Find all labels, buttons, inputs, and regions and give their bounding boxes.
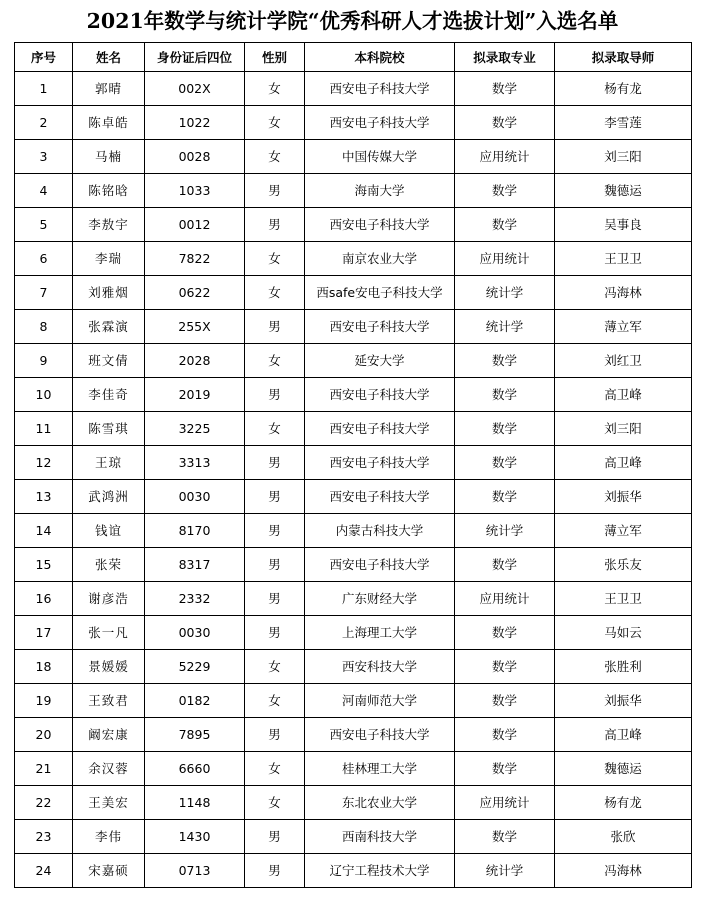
table-row	[15, 548, 692, 582]
cell-tutor: 刘红卫	[555, 344, 692, 378]
table-row	[15, 174, 692, 208]
cell-index: 13	[15, 480, 73, 514]
cell-index: 14	[15, 514, 73, 548]
cell-major: 数学	[455, 616, 555, 650]
cell-tutor: 薄立军	[555, 514, 692, 548]
cell-index: 12	[15, 446, 73, 480]
cell-name: 郭晴	[73, 72, 145, 106]
cell-tutor: 吴事良	[555, 208, 692, 242]
cell-school: 西安电子科技大学	[305, 718, 455, 752]
table-row	[15, 446, 692, 480]
cell-school: 桂林理工大学	[305, 752, 455, 786]
cell-id: 2019	[145, 378, 245, 412]
cell-tutor: 魏德运	[555, 752, 692, 786]
table-row	[15, 378, 692, 412]
table-row	[15, 514, 692, 548]
table-row	[15, 242, 692, 276]
cell-name: 陈铭晗	[73, 174, 145, 208]
cell-major: 应用统计	[455, 582, 555, 616]
cell-name: 刘雅烟	[73, 276, 145, 310]
cell-tutor: 杨有龙	[555, 72, 692, 106]
table-row	[15, 412, 692, 446]
cell-id: 6660	[145, 752, 245, 786]
cell-index: 1	[15, 72, 73, 106]
cell-sex: 男	[245, 174, 305, 208]
cell-sex: 女	[245, 412, 305, 446]
cell-sex: 男	[245, 378, 305, 412]
column-header-tutor: 拟录取导师	[555, 43, 692, 72]
cell-sex: 女	[245, 786, 305, 820]
column-header-sex: 性别	[245, 43, 305, 72]
cell-sex: 男	[245, 820, 305, 854]
cell-id: 0028	[145, 140, 245, 174]
cell-school: 延安大学	[305, 344, 455, 378]
table-row	[15, 480, 692, 514]
cell-sex: 男	[245, 514, 305, 548]
cell-sex: 男	[245, 582, 305, 616]
cell-major: 数学	[455, 650, 555, 684]
column-header-name: 姓名	[73, 43, 145, 72]
cell-school: 西安电子科技大学	[305, 548, 455, 582]
cell-tutor: 高卫峰	[555, 718, 692, 752]
table-row	[15, 140, 692, 174]
cell-sex: 女	[245, 344, 305, 378]
cell-sex: 男	[245, 854, 305, 888]
cell-name: 李佳奇	[73, 378, 145, 412]
cell-index: 24	[15, 854, 73, 888]
cell-tutor: 魏德运	[555, 174, 692, 208]
cell-major: 数学	[455, 752, 555, 786]
cell-school: 广东财经大学	[305, 582, 455, 616]
cell-school: 西安电子科技大学	[305, 378, 455, 412]
cell-index: 21	[15, 752, 73, 786]
cell-index: 7	[15, 276, 73, 310]
cell-tutor: 高卫峰	[555, 446, 692, 480]
cell-tutor: 张乐友	[555, 548, 692, 582]
cell-major: 数学	[455, 684, 555, 718]
table-row	[15, 72, 692, 106]
cell-id: 2028	[145, 344, 245, 378]
cell-index: 20	[15, 718, 73, 752]
cell-tutor: 杨有龙	[555, 786, 692, 820]
cell-id: 0182	[145, 684, 245, 718]
table-row	[15, 820, 692, 854]
cell-id: 2332	[145, 582, 245, 616]
cell-id: 0030	[145, 480, 245, 514]
cell-id: 0622	[145, 276, 245, 310]
cell-name: 王美宏	[73, 786, 145, 820]
cell-index: 18	[15, 650, 73, 684]
cell-school: 西安电子科技大学	[305, 480, 455, 514]
cell-school: 西安科技大学	[305, 650, 455, 684]
cell-school: 西安电子科技大学	[305, 412, 455, 446]
cell-major: 统计学	[455, 854, 555, 888]
cell-name: 班文倩	[73, 344, 145, 378]
column-header-major: 拟录取专业	[455, 43, 555, 72]
cell-id: 3313	[145, 446, 245, 480]
cell-tutor: 薄立军	[555, 310, 692, 344]
cell-major: 数学	[455, 412, 555, 446]
cell-name: 张荣	[73, 548, 145, 582]
cell-tutor: 刘三阳	[555, 412, 692, 446]
cell-index: 19	[15, 684, 73, 718]
cell-major: 数学	[455, 174, 555, 208]
cell-tutor: 李雪莲	[555, 106, 692, 140]
cell-id: 002X	[145, 72, 245, 106]
cell-tutor: 张欣	[555, 820, 692, 854]
table-body	[15, 72, 692, 888]
cell-tutor: 冯海林	[555, 276, 692, 310]
cell-tutor: 张胜利	[555, 650, 692, 684]
cell-major: 统计学	[455, 276, 555, 310]
cell-sex: 女	[245, 140, 305, 174]
cell-sex: 男	[245, 548, 305, 582]
table-row	[15, 616, 692, 650]
table-header-row	[15, 43, 692, 72]
cell-major: 数学	[455, 378, 555, 412]
cell-major: 数学	[455, 72, 555, 106]
cell-index: 16	[15, 582, 73, 616]
table-row	[15, 854, 692, 888]
cell-name: 宋嘉硕	[73, 854, 145, 888]
cell-tutor: 冯海林	[555, 854, 692, 888]
table-row	[15, 718, 692, 752]
cell-school: 西safe安电子科技大学	[305, 276, 455, 310]
cell-id: 1022	[145, 106, 245, 140]
cell-index: 8	[15, 310, 73, 344]
cell-tutor: 王卫卫	[555, 242, 692, 276]
cell-sex: 男	[245, 310, 305, 344]
cell-school: 西安电子科技大学	[305, 446, 455, 480]
cell-id: 1148	[145, 786, 245, 820]
cell-name: 余汉蓉	[73, 752, 145, 786]
cell-index: 3	[15, 140, 73, 174]
cell-name: 阚宏康	[73, 718, 145, 752]
page-title: 2021年数学与统计学院“优秀科研人才选拔计划”入选名单	[86, 9, 619, 33]
cell-name: 张一凡	[73, 616, 145, 650]
cell-major: 数学	[455, 106, 555, 140]
cell-id: 1033	[145, 174, 245, 208]
cell-major: 统计学	[455, 310, 555, 344]
cell-name: 武鸿洲	[73, 480, 145, 514]
cell-index: 2	[15, 106, 73, 140]
cell-name: 李伟	[73, 820, 145, 854]
cell-index: 6	[15, 242, 73, 276]
cell-school: 西安电子科技大学	[305, 72, 455, 106]
cell-major: 数学	[455, 446, 555, 480]
cell-school: 中国传媒大学	[305, 140, 455, 174]
cell-id: 0012	[145, 208, 245, 242]
cell-school: 西南科技大学	[305, 820, 455, 854]
roster-table	[14, 42, 692, 888]
cell-major: 应用统计	[455, 786, 555, 820]
cell-sex: 男	[245, 616, 305, 650]
cell-index: 11	[15, 412, 73, 446]
table-row	[15, 786, 692, 820]
cell-name: 马楠	[73, 140, 145, 174]
cell-school: 南京农业大学	[305, 242, 455, 276]
cell-major: 数学	[455, 820, 555, 854]
cell-name: 张霖演	[73, 310, 145, 344]
cell-tutor: 高卫峰	[555, 378, 692, 412]
cell-index: 23	[15, 820, 73, 854]
cell-school: 东北农业大学	[305, 786, 455, 820]
cell-id: 8170	[145, 514, 245, 548]
table-row	[15, 582, 692, 616]
cell-name: 陈雪琪	[73, 412, 145, 446]
table-row	[15, 276, 692, 310]
cell-major: 应用统计	[455, 140, 555, 174]
cell-major: 数学	[455, 548, 555, 582]
cell-name: 景媛媛	[73, 650, 145, 684]
cell-name: 王琼	[73, 446, 145, 480]
cell-sex: 女	[245, 684, 305, 718]
cell-school: 河南师范大学	[305, 684, 455, 718]
cell-major: 统计学	[455, 514, 555, 548]
cell-school: 西安电子科技大学	[305, 310, 455, 344]
table-row	[15, 208, 692, 242]
cell-sex: 女	[245, 650, 305, 684]
cell-id: 7822	[145, 242, 245, 276]
cell-id: 7895	[145, 718, 245, 752]
cell-name: 谢彦浩	[73, 582, 145, 616]
cell-school: 西安电子科技大学	[305, 106, 455, 140]
cell-tutor: 马如云	[555, 616, 692, 650]
table-row	[15, 106, 692, 140]
cell-id: 8317	[145, 548, 245, 582]
cell-sex: 男	[245, 446, 305, 480]
cell-sex: 女	[245, 242, 305, 276]
cell-index: 10	[15, 378, 73, 412]
cell-index: 4	[15, 174, 73, 208]
table-row	[15, 752, 692, 786]
cell-name: 李敖宇	[73, 208, 145, 242]
cell-tutor: 刘振华	[555, 684, 692, 718]
cell-id: 255X	[145, 310, 245, 344]
column-header-id: 身份证后四位	[145, 43, 245, 72]
cell-major: 数学	[455, 344, 555, 378]
cell-id: 1430	[145, 820, 245, 854]
table-row	[15, 650, 692, 684]
cell-sex: 女	[245, 276, 305, 310]
cell-tutor: 王卫卫	[555, 582, 692, 616]
cell-name: 王致君	[73, 684, 145, 718]
cell-major: 数学	[455, 480, 555, 514]
cell-sex: 男	[245, 718, 305, 752]
cell-name: 陈卓皓	[73, 106, 145, 140]
cell-id: 0713	[145, 854, 245, 888]
cell-sex: 男	[245, 480, 305, 514]
cell-school: 内蒙古科技大学	[305, 514, 455, 548]
table-row	[15, 684, 692, 718]
cell-id: 3225	[145, 412, 245, 446]
cell-major: 应用统计	[455, 242, 555, 276]
cell-sex: 男	[245, 208, 305, 242]
column-header-index: 序号	[15, 43, 73, 72]
cell-index: 15	[15, 548, 73, 582]
cell-sex: 女	[245, 752, 305, 786]
cell-school: 海南大学	[305, 174, 455, 208]
table-row	[15, 310, 692, 344]
cell-major: 数学	[455, 718, 555, 752]
cell-name: 李瑞	[73, 242, 145, 276]
cell-school: 西安电子科技大学	[305, 208, 455, 242]
cell-sex: 女	[245, 106, 305, 140]
cell-major: 数学	[455, 208, 555, 242]
table-row	[15, 344, 692, 378]
cell-id: 0030	[145, 616, 245, 650]
cell-tutor: 刘振华	[555, 480, 692, 514]
cell-index: 5	[15, 208, 73, 242]
cell-tutor: 刘三阳	[555, 140, 692, 174]
cell-sex: 女	[245, 72, 305, 106]
cell-name: 钱谊	[73, 514, 145, 548]
cell-index: 17	[15, 616, 73, 650]
column-header-school: 本科院校	[305, 43, 455, 72]
cell-school: 上海理工大学	[305, 616, 455, 650]
cell-index: 22	[15, 786, 73, 820]
cell-index: 9	[15, 344, 73, 378]
cell-school: 辽宁工程技术大学	[305, 854, 455, 888]
cell-id: 5229	[145, 650, 245, 684]
